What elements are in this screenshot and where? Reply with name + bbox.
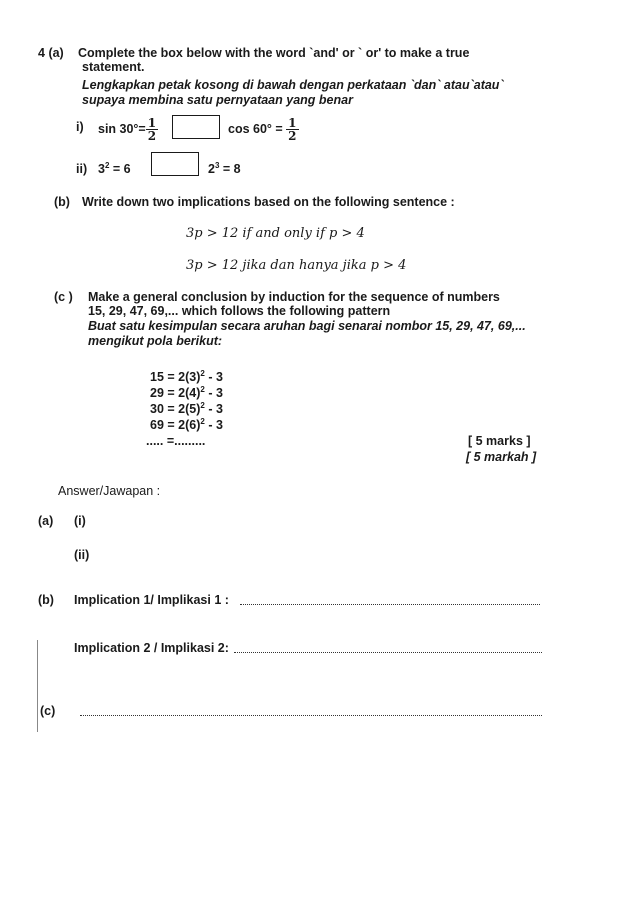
q4c-label: (c ) (54, 290, 73, 304)
answer-c-label: (c) (40, 704, 56, 718)
pattern-blank-line: ..... =......... (146, 434, 206, 448)
answer-b-label: (b) (38, 593, 54, 607)
answer-heading: Answer/Jawapan : (58, 484, 161, 498)
q4a-ii-right-statement: $2^3 = 8$ (208, 160, 241, 176)
q4c-instruction-en-1: Make a general conclusion by induction for the sequence of numbers (88, 290, 500, 304)
question-number: 4 (a) (38, 46, 64, 60)
q4b-label: (b) (54, 195, 70, 209)
q4b-sentence-ms: 3p > 12 jika dan hanya jika p > 4 (186, 258, 407, 273)
answer-box-ii[interactable] (151, 152, 199, 176)
answer-a-label: (a) (38, 514, 54, 528)
q4c-instruction-ms-1: Buat satu kesimpulan secara aruhan bagi senarai nombor 15, 29, 47, 69,... (88, 319, 526, 333)
q4c-instruction-ms-2: mengikut pola berikut: (88, 334, 223, 348)
margin-line (37, 640, 38, 732)
implication-1-label: Implication 1/ Implikasi 1 : (74, 593, 229, 607)
q4a-i-fraction-1: $\frac{1}{2}$ (147, 115, 157, 143)
answer-c-line[interactable] (80, 715, 542, 716)
q4a-instruction-ms-1: Lengkapkan petak kosong di bawah dengan perkataan `dan` atau`atau` (82, 78, 504, 92)
implication-2-label: Implication 2 / Implikasi 2: (74, 641, 229, 655)
pattern-line: $69 = 2(6)^2 - 3$ (150, 416, 223, 432)
q4a-ii-label: ii) (76, 162, 88, 176)
pattern-line: $30 = 2(5)^2 - 3$ (150, 400, 223, 416)
q4a-i-left-statement (98, 112, 158, 146)
marks-ms: [ 5 markah ] (466, 450, 537, 464)
q4a-i-label: i) (76, 120, 84, 134)
q4a-instruction-en-1: Complete the box below with the word `and' or ` or' to make a true (78, 46, 470, 60)
answer-a-i-label: (i) (74, 514, 86, 528)
q4a-instruction-ms-2: supaya membina satu pernyataan yang benar (82, 93, 353, 107)
q4c-instruction-en-2: 15, 29, 47, 69,... which follows the following pattern (88, 304, 391, 318)
q4b-sentence-en: 3p > 12 if and only if p > 4 (186, 226, 365, 241)
q4a-i-right-statement (228, 112, 299, 146)
pattern-line: $29 = 2(4)^2 - 3$ (150, 384, 223, 400)
q4b-instruction: Write down two implications based on the following sentence : (82, 195, 455, 209)
answer-box-i[interactable] (172, 115, 220, 139)
q4a-i-fraction-2: $\frac{1}{2}$ (288, 115, 297, 143)
q4a-ii-left-statement: $3^2 = 6$ (98, 160, 131, 176)
q4a-i-right-text: cos 60° = (228, 122, 283, 136)
q4a-instruction-en-2: statement. (82, 60, 145, 74)
implication-1-answer-line[interactable] (240, 604, 540, 605)
answer-a-ii-label: (ii) (74, 548, 90, 562)
marks-en: [ 5 marks ] (468, 434, 531, 448)
implication-2-answer-line[interactable] (234, 652, 542, 653)
q4a-i-left-text: sin 30°= (98, 122, 146, 136)
pattern-line: $15 = 2(3)^2 - 3$ (150, 368, 223, 384)
